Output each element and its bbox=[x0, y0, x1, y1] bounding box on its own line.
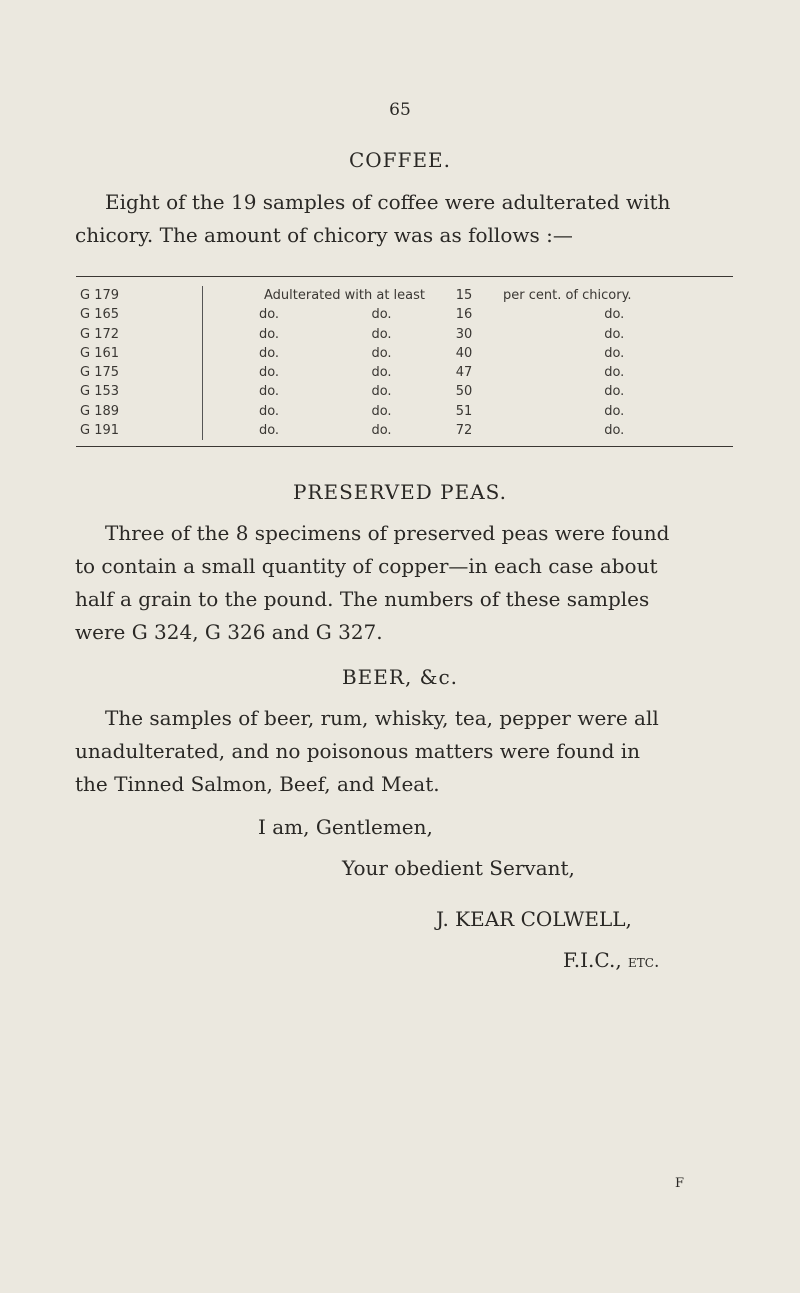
description-cell: do. bbox=[371, 365, 392, 381]
table-row bbox=[80, 421, 730, 440]
section-heading-coffee: COFFEE. bbox=[348, 148, 451, 172]
signature-mark: F bbox=[675, 1176, 685, 1191]
sample-id-cell: G 189 bbox=[80, 403, 120, 419]
description-cell: Adulterated with at least bbox=[263, 288, 425, 303]
chicory-table bbox=[80, 286, 730, 440]
description-cell: do. bbox=[604, 384, 625, 400]
description-cell: do. bbox=[258, 345, 280, 361]
salutation: I am, Gentlemen, bbox=[258, 815, 433, 839]
sample-id-cell: G 161 bbox=[80, 345, 120, 361]
table-row bbox=[80, 363, 730, 382]
sample-id-cell: G 191 bbox=[80, 423, 120, 439]
description-cell: do. bbox=[258, 423, 280, 439]
description-cell: do. bbox=[258, 307, 280, 323]
table-bottom-rule bbox=[76, 446, 733, 447]
paragraph-line: Eight of the 19 samples of coffee were adulterated with bbox=[105, 190, 671, 214]
peas-paragraph bbox=[75, 517, 735, 649]
description-cell: do. bbox=[371, 403, 392, 419]
sample-id-cell: G 153 bbox=[80, 384, 120, 400]
description-cell: do. bbox=[604, 403, 625, 419]
percentage-cell: 15 bbox=[455, 288, 473, 303]
percentage-cell: 50 bbox=[455, 384, 473, 400]
description-cell: do. bbox=[371, 423, 392, 439]
description-cell: do. bbox=[258, 403, 280, 419]
signatory-name: J. KEAR COLWELL, bbox=[436, 907, 632, 931]
table-row bbox=[80, 286, 730, 305]
credentials-etc: etc. bbox=[628, 952, 660, 972]
description-cell: do. bbox=[258, 326, 280, 342]
paragraph-line: half a grain to the pound. The numbers of these samples bbox=[75, 587, 650, 611]
table-row bbox=[80, 402, 730, 421]
beer-paragraph bbox=[75, 702, 735, 801]
sample-id-cell: G 179 bbox=[80, 288, 120, 303]
paragraph-line: Three of the 8 specimens of preserved peas were found bbox=[105, 521, 670, 545]
sample-id-cell: G 172 bbox=[80, 326, 120, 342]
paragraph-line: chicory. The amount of chicory was as follows :— bbox=[75, 223, 573, 247]
percentage-cell: 51 bbox=[455, 403, 473, 419]
description-cell: do. bbox=[604, 365, 625, 381]
sample-id-cell: G 175 bbox=[80, 365, 120, 381]
table-row bbox=[80, 305, 730, 324]
percentage-cell: 16 bbox=[455, 307, 473, 323]
sample-id-cell: G 165 bbox=[80, 307, 120, 323]
description-cell: do. bbox=[371, 345, 392, 361]
percentage-cell: 40 bbox=[455, 345, 473, 361]
description-cell: do. bbox=[258, 365, 280, 381]
table-row bbox=[80, 325, 730, 344]
description-cell: do. bbox=[258, 384, 280, 400]
description-cell: do. bbox=[371, 326, 392, 342]
percentage-cell: 30 bbox=[455, 326, 473, 342]
page-number: 65 bbox=[389, 100, 411, 120]
section-heading-preserved-peas: PRESERVED PEAS. bbox=[292, 480, 508, 504]
paragraph-line: unadulterated, and no poisonous matters were found in bbox=[75, 739, 641, 763]
description-cell: per cent. of chicory. bbox=[503, 288, 632, 303]
description-cell: do. bbox=[604, 345, 625, 361]
paragraph-line: were G 324, G 326 and G 327. bbox=[75, 620, 383, 644]
coffee-intro-paragraph bbox=[75, 186, 735, 252]
percentage-cell: 47 bbox=[455, 365, 473, 381]
paragraph-line: The samples of beer, rum, whisky, tea, pepper were all bbox=[105, 706, 659, 730]
credentials-text: F.I.C., bbox=[563, 948, 622, 972]
description-cell: do. bbox=[371, 384, 392, 400]
valediction: Your obedient Servant, bbox=[342, 856, 575, 880]
paragraph-line: the Tinned Salmon, Beef, and Meat. bbox=[75, 772, 440, 796]
description-cell: do. bbox=[604, 423, 625, 439]
description-cell: do. bbox=[604, 307, 625, 323]
table-row bbox=[80, 382, 730, 401]
description-cell: do. bbox=[604, 326, 625, 342]
section-heading-beer: BEER, &c. bbox=[341, 665, 459, 689]
description-cell: do. bbox=[371, 307, 392, 323]
table-row bbox=[80, 344, 730, 363]
table-top-rule bbox=[76, 276, 733, 277]
signatory-credentials bbox=[563, 948, 659, 972]
paragraph-line: to contain a small quantity of copper—in each case about bbox=[75, 554, 658, 578]
percentage-cell: 72 bbox=[455, 423, 473, 439]
